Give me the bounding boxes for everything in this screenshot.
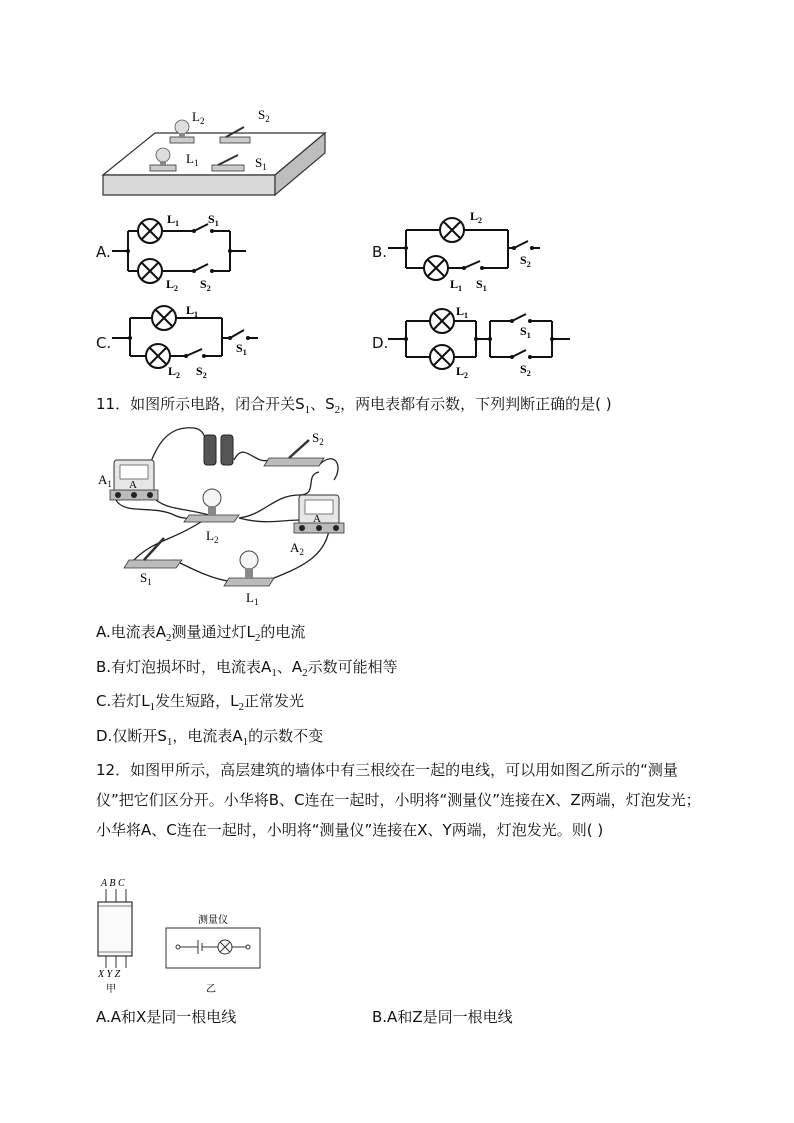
svg-text:S2: $S_2$ — [312, 430, 324, 447]
svg-text:S2: $S_2$ — [258, 107, 270, 124]
svg-text:S2: $S_2$ — [520, 362, 531, 378]
svg-text:测量仪: 测量仪 — [198, 915, 228, 926]
svg-text:A1: $A_1$ — [98, 472, 112, 489]
q11-figure — [94, 420, 374, 615]
board-figure — [100, 105, 330, 200]
option-c-circuit — [112, 300, 272, 380]
option-c-letter: C. — [96, 334, 112, 352]
q11-option-a: A.电流表$A_2$测量通过灯$L_2$的电流 — [96, 623, 306, 644]
q12-stem: 12．如图甲所示，高层建筑的墙体中有三根绞在一起的电线，可以用如图乙所示的“测量仪”把它们区分开。小华将B、C连在一起时，小明将“测量仪”连接在X、Z两端，灯泡发光；小华将A、C连在一起时，小明将“测量仪”连接在X、Y两端，灯泡发光。则( ) — [96, 761, 701, 839]
svg-text:S1: $S_1$ — [476, 277, 487, 293]
svg-text:L2: $L_2$ — [166, 277, 179, 293]
option-d-circuit — [388, 303, 578, 381]
svg-text:L2: $L_2$ — [168, 364, 181, 380]
option-b-letter: B. — [372, 243, 388, 261]
svg-text:L1: $L_1$ — [450, 277, 463, 293]
svg-text:S1: $S_1$ — [236, 341, 247, 357]
svg-text:S1: $S_1$ — [208, 213, 219, 228]
svg-text:L2: $L_2$ — [456, 364, 469, 380]
board-l2: L — [192, 109, 200, 124]
option-d-letter: D. — [372, 334, 389, 352]
svg-text:L1: $L_1$ — [186, 303, 199, 319]
svg-text:L2: $L_2$ — [470, 209, 483, 225]
svg-text:S2: $S_2$ — [196, 364, 207, 380]
svg-text:L1: $L_1$ — [167, 213, 180, 228]
svg-text:乙: 乙 — [206, 984, 216, 995]
svg-text:L2: $L_2$ — [206, 528, 219, 545]
svg-text:A: A — [129, 479, 137, 491]
option-a-circuit — [112, 213, 252, 293]
svg-text:A: A — [313, 513, 321, 525]
q11-option-b: B.有灯泡损坏时，电流表$A_1$、$A_2$示数可能相等 — [96, 658, 398, 679]
svg-text:L1: $L_1$ — [186, 151, 199, 168]
q12-figure — [94, 876, 274, 998]
q11-option-c: C.若灯$L_1$发生短路，$L_2$正常发光 — [96, 692, 304, 713]
svg-text:A B C: A B C — [101, 878, 125, 889]
svg-text:L1: $L_1$ — [246, 590, 259, 607]
svg-text:S1: $S_1$ — [140, 570, 152, 587]
svg-text:S2: $S_2$ — [520, 253, 531, 269]
option-a-letter: A. — [96, 243, 111, 261]
svg-text:甲: 甲 — [106, 984, 116, 995]
q11-stem: 11．如图所示电路，闭合开关$S_1$、$S_2$，两电表都有示数，下列判断正确的是( ) — [96, 395, 612, 416]
q12-option-a: A.A和X是同一根电线 — [96, 1008, 237, 1026]
svg-text:S2: $S_2$ — [200, 277, 211, 293]
q12-option-b: B.A和Z是同一根电线 — [372, 1008, 513, 1026]
svg-text:L1: $L_1$ — [456, 304, 469, 320]
svg-text:X Y Z: X Y Z — [98, 969, 121, 980]
svg-text:A2: $A_2$ — [290, 540, 304, 557]
svg-text:S1: $S_1$ — [255, 155, 267, 172]
q11-option-d: D.仅断开$S_1$，电流表$A_1$的示数不变 — [96, 727, 324, 748]
option-b-circuit — [388, 208, 548, 293]
svg-text:L2: $L_2$ — [192, 109, 205, 126]
svg-text:S1: $S_1$ — [520, 324, 531, 340]
